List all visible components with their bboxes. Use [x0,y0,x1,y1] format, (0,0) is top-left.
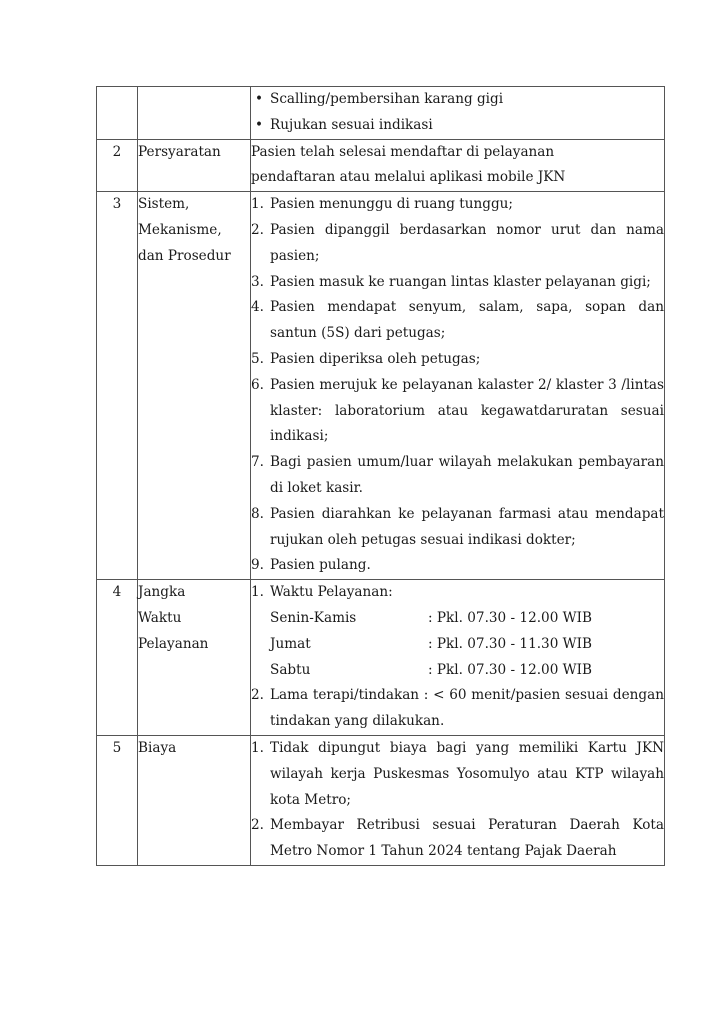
step-text: Pasien diarahkan ke pelayanan farmasi atau mendapat rujukan oleh petugas sesuai indikasi dokter; [270,505,664,548]
table-row-persyaratan [97,139,665,192]
step-item [251,813,664,865]
procedure-steps [251,192,664,579]
row-number-cell: 5 [97,735,138,865]
label-line: Mekanisme, [138,221,222,238]
schedule-day: Senin-Kamis [270,609,357,626]
step-number: 4. [251,299,264,316]
row-content-cell [251,87,665,140]
step-text: Pasien diperiksa oleh petugas; [270,350,481,367]
step-text: Pasien masuk ke ruangan lintas klaster pelayanan gigi; [270,273,651,290]
step-number: 2. [251,221,264,238]
content-line: Pasien telah selesai mendaftar di pelayanan [251,143,555,160]
row-number-cell: 3 [97,192,138,580]
row-content-cell [251,580,665,736]
schedule-row [270,632,664,658]
label-line: Waktu [138,609,182,626]
table-row-continuation [97,87,665,140]
schedule-day: Sabtu [270,661,311,678]
row-label-cell: Persyaratan [138,139,251,192]
service-standard-table [96,86,665,866]
schedule-row [270,606,664,632]
step-text: Waktu Pelayanan: [270,584,393,601]
step-number: 1. [251,196,264,213]
step-text: Pasien pulang. [270,557,371,574]
row-number-cell: 4 [97,580,138,736]
row-number-cell [97,87,138,140]
label-line: dan Prosedur [138,247,231,264]
table-row-biaya [97,735,665,865]
step-number: 2. [251,687,264,704]
step-number: 1. [251,584,264,601]
label-line: Jangka [138,584,186,601]
row-label-cell [138,192,251,580]
step-item [251,295,664,347]
step-item [251,502,664,554]
step-text: Membayar Retribusi sesuai Peraturan Daerah Kota Metro Nomor 1 Tahun 2024 tentang Pajak Daerah [270,817,664,860]
bullet-item: • Rujukan sesuai indikasi [251,113,664,139]
schedule-time: : Pkl. 07.30 - 12.00 WIB [428,661,592,678]
step-text: Pasien merujuk ke pelayanan kalaster 2/ klaster 3 /lintas klaster: laboratorium atau kegawatdaruratan sesuai indikasi; [270,376,664,445]
step-number: 1. [251,739,264,756]
table-row-jangka-waktu [97,580,665,736]
step-text: Pasien mendapat senyum, salam, sapa, sopan dan santun (5S) dari petugas; [270,299,664,342]
row-content-cell [251,192,665,580]
step-item [251,580,664,683]
step-number: 2. [251,817,264,834]
schedule-day: Jumat [270,635,311,652]
row-label-cell [138,87,251,140]
step-item [251,736,664,813]
service-hours-block [270,580,664,683]
step-item [251,683,664,735]
row-label-cell: Biaya [138,735,251,865]
step-text: Bagi pasien umum/luar wilayah melakukan pembayaran di loket kasir. [270,454,664,496]
step-item [251,450,664,502]
step-item [251,347,664,373]
step-text: Pasien dipanggil berdasarkan nomor urut dan nama pasien; [270,221,664,264]
service-time-list [251,580,664,735]
schedule-row [270,658,664,684]
schedule-time: : Pkl. 07.30 - 12.00 WIB [428,609,592,626]
bullet-item: • Scalling/pembersihan karang gigi [251,87,664,113]
step-number: 7. [251,454,264,471]
content-line: pendaftaran atau melalui aplikasi mobile JKN [251,169,566,186]
label-line: Sistem, [138,196,190,213]
step-number: 3. [251,273,264,290]
step-item [251,218,664,270]
step-text: Lama terapi/tindakan : < 60 menit/pasien sesuai dengan tindakan yang dilakukan. [270,687,664,730]
step-number: 5. [251,350,264,367]
row-label-cell [138,580,251,736]
step-item [251,192,664,218]
step-item [251,553,664,579]
schedule-time: : Pkl. 07.30 - 11.30 WIB [428,635,592,652]
row-content-cell [251,139,665,192]
step-text: Tidak dipungut biaya bagi yang memiliki Kartu JKN wilayah kerja Puskesmas Yosomulyo atau KTP wilayah kota Metro; [270,739,664,808]
step-item [251,270,664,296]
step-number: 6. [251,376,264,393]
step-text: Pasien menunggu di ruang tunggu; [270,196,513,213]
step-number: 8. [251,505,264,522]
cost-list [251,736,664,865]
step-number: 9. [251,557,264,574]
step-item [251,373,664,450]
row-number-cell: 2 [97,139,138,192]
bullet-list [251,87,664,139]
label-line: Pelayanan [138,635,209,652]
table-row-prosedur [97,192,665,580]
row-content-cell [251,735,665,865]
